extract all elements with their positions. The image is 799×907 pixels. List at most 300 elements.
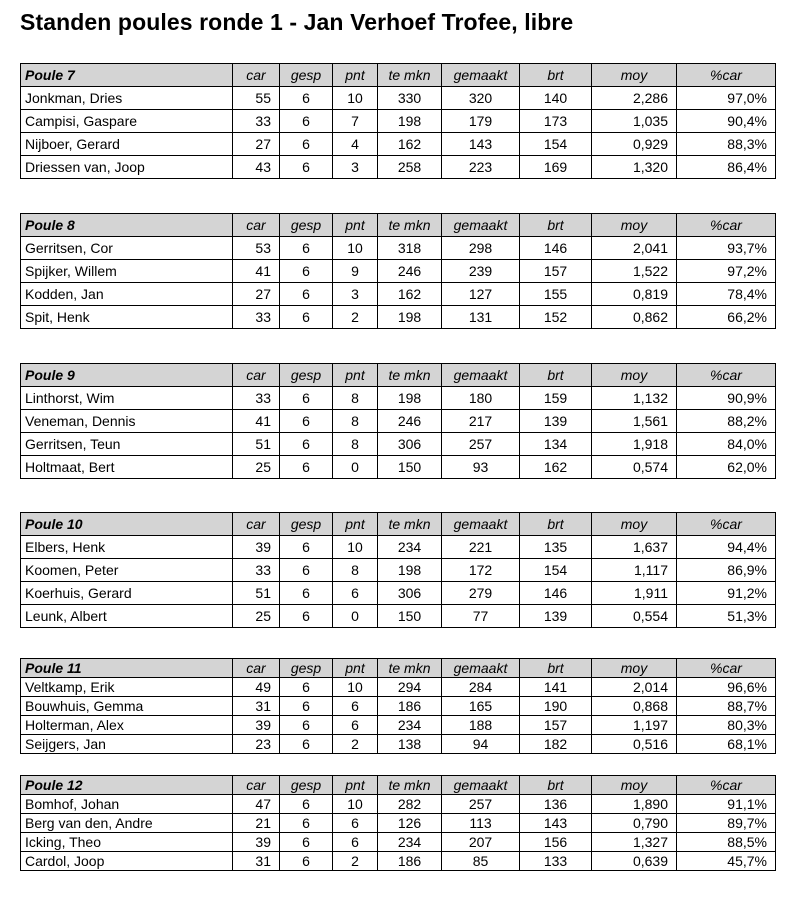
column-header: car [233,513,280,536]
stat-cell: 140 [520,87,592,110]
stat-cell: 2,041 [592,237,677,260]
stat-cell: 21 [233,814,280,833]
column-header: moy [592,776,677,795]
stat-cell: 221 [442,536,520,559]
column-header: te mkn [378,364,442,387]
stat-cell: 49 [233,678,280,697]
stat-cell: 85 [442,852,520,871]
player-name: Veltkamp, Erik [21,678,233,697]
player-name: Spit, Henk [21,306,233,329]
stat-cell: 246 [378,410,442,433]
stat-cell: 6 [280,814,333,833]
stat-cell: 141 [520,678,592,697]
stat-cell: 6 [333,697,378,716]
table-row [21,852,776,871]
player-name: Spijker, Willem [21,260,233,283]
column-header: gesp [280,513,333,536]
poule-table [20,363,776,479]
stat-cell: 4 [333,133,378,156]
stat-cell: 154 [520,559,592,582]
stat-cell: 1,327 [592,833,677,852]
column-header: brt [520,214,592,237]
stat-cell: 2 [333,306,378,329]
stat-cell: 234 [378,536,442,559]
table-row [21,133,776,156]
poule-name: Poule 11 [21,659,233,678]
column-header: %car [677,776,776,795]
stat-cell: 157 [520,716,592,735]
stat-cell: 78,4% [677,283,776,306]
stat-cell: 23 [233,735,280,754]
player-name: Koerhuis, Gerard [21,582,233,605]
stat-cell: 33 [233,306,280,329]
stat-cell: 97,2% [677,260,776,283]
stat-cell: 6 [280,410,333,433]
stat-cell: 7 [333,110,378,133]
stat-cell: 156 [520,833,592,852]
stat-cell: 162 [378,283,442,306]
column-header: gesp [280,214,333,237]
column-header: brt [520,659,592,678]
player-name: Nijboer, Gerard [21,133,233,156]
column-header: %car [677,659,776,678]
player-name: Holterman, Alex [21,716,233,735]
player-name: Campisi, Gaspare [21,110,233,133]
stat-cell: 0,516 [592,735,677,754]
stat-cell: 10 [333,678,378,697]
table-row [21,605,776,628]
table-row [21,87,776,110]
stat-cell: 6 [280,678,333,697]
stat-cell: 6 [280,716,333,735]
stat-cell: 172 [442,559,520,582]
stat-cell: 39 [233,833,280,852]
stat-cell: 1,911 [592,582,677,605]
player-name: Kodden, Jan [21,283,233,306]
column-header: brt [520,776,592,795]
column-header: te mkn [378,776,442,795]
column-header: pnt [333,64,378,87]
stat-cell: 8 [333,387,378,410]
stat-cell: 143 [520,814,592,833]
stat-cell: 6 [280,283,333,306]
stat-cell: 93,7% [677,237,776,260]
column-header: gesp [280,659,333,678]
stat-cell: 198 [378,559,442,582]
stat-cell: 113 [442,814,520,833]
stat-cell: 90,9% [677,387,776,410]
stat-cell: 150 [378,605,442,628]
stat-cell: 6 [280,387,333,410]
stat-cell: 97,0% [677,87,776,110]
stat-cell: 207 [442,833,520,852]
stat-cell: 53 [233,237,280,260]
stat-cell: 0,639 [592,852,677,871]
stat-cell: 257 [442,795,520,814]
stat-cell: 318 [378,237,442,260]
stat-cell: 282 [378,795,442,814]
stat-cell: 6 [333,814,378,833]
stat-cell: 2 [333,735,378,754]
stat-cell: 6 [280,260,333,283]
poule-header-row [21,659,776,678]
column-header: te mkn [378,513,442,536]
player-name: Berg van den, Andre [21,814,233,833]
column-header: gemaakt [442,364,520,387]
stat-cell: 41 [233,260,280,283]
stat-cell: 25 [233,605,280,628]
column-header: gemaakt [442,64,520,87]
table-row [21,795,776,814]
stat-cell: 91,2% [677,582,776,605]
stat-cell: 246 [378,260,442,283]
stat-cell: 6 [280,133,333,156]
stat-cell: 179 [442,110,520,133]
stat-cell: 6 [280,852,333,871]
stat-cell: 84,0% [677,433,776,456]
stat-cell: 88,2% [677,410,776,433]
poule-table [20,775,776,871]
column-header: %car [677,64,776,87]
column-header: pnt [333,659,378,678]
stat-cell: 1,890 [592,795,677,814]
stat-cell: 298 [442,237,520,260]
column-header: gesp [280,776,333,795]
stat-cell: 94 [442,735,520,754]
stat-cell: 143 [442,133,520,156]
table-row [21,716,776,735]
stat-cell: 90,4% [677,110,776,133]
stat-cell: 0,574 [592,456,677,479]
stat-cell: 0,868 [592,697,677,716]
stat-cell: 6 [280,110,333,133]
poule-name: Poule 9 [21,364,233,387]
table-row [21,260,776,283]
stat-cell: 1,637 [592,536,677,559]
stat-cell: 6 [280,87,333,110]
player-name: Seijgers, Jan [21,735,233,754]
stat-cell: 146 [520,582,592,605]
stat-cell: 51,3% [677,605,776,628]
table-row [21,697,776,716]
player-name: Linthorst, Wim [21,387,233,410]
table-row [21,814,776,833]
stat-cell: 6 [280,156,333,179]
stat-cell: 6 [280,306,333,329]
stat-cell: 6 [280,559,333,582]
stat-cell: 77 [442,605,520,628]
stat-cell: 139 [520,410,592,433]
stat-cell: 33 [233,110,280,133]
column-header: car [233,64,280,87]
table-row [21,456,776,479]
stat-cell: 51 [233,433,280,456]
stat-cell: 217 [442,410,520,433]
stat-cell: 3 [333,156,378,179]
stat-cell: 88,5% [677,833,776,852]
column-header: te mkn [378,659,442,678]
player-name: Gerritsen, Teun [21,433,233,456]
stat-cell: 31 [233,852,280,871]
column-header: gesp [280,64,333,87]
stat-cell: 25 [233,456,280,479]
stat-cell: 198 [378,306,442,329]
poule-header-row [21,64,776,87]
table-row [21,387,776,410]
stat-cell: 134 [520,433,592,456]
stat-cell: 162 [520,456,592,479]
table-row [21,283,776,306]
stat-cell: 6 [280,433,333,456]
player-name: Cardol, Joop [21,852,233,871]
stat-cell: 169 [520,156,592,179]
stat-cell: 180 [442,387,520,410]
stat-cell: 66,2% [677,306,776,329]
stat-cell: 47 [233,795,280,814]
table-row [21,833,776,852]
stat-cell: 0,554 [592,605,677,628]
stat-cell: 135 [520,536,592,559]
stat-cell: 6 [280,582,333,605]
stat-cell: 0,862 [592,306,677,329]
column-header: pnt [333,214,378,237]
stat-cell: 6 [280,795,333,814]
stat-cell: 186 [378,852,442,871]
stat-cell: 94,4% [677,536,776,559]
column-header: moy [592,513,677,536]
stat-cell: 234 [378,716,442,735]
stat-cell: 0 [333,605,378,628]
stat-cell: 6 [280,735,333,754]
stat-cell: 9 [333,260,378,283]
stat-cell: 0 [333,456,378,479]
stat-cell: 1,035 [592,110,677,133]
poule-name: Poule 10 [21,513,233,536]
stat-cell: 89,7% [677,814,776,833]
stat-cell: 55 [233,87,280,110]
column-header: gesp [280,364,333,387]
stat-cell: 3 [333,283,378,306]
column-header: moy [592,364,677,387]
poule-header-row [21,214,776,237]
stat-cell: 6 [333,582,378,605]
stat-cell: 96,6% [677,678,776,697]
column-header: car [233,776,280,795]
stat-cell: 31 [233,697,280,716]
stat-cell: 39 [233,716,280,735]
column-header: moy [592,659,677,678]
stat-cell: 162 [378,133,442,156]
stat-cell: 198 [378,387,442,410]
stat-cell: 91,1% [677,795,776,814]
stat-cell: 6 [333,833,378,852]
stat-cell: 257 [442,433,520,456]
poule-name: Poule 8 [21,214,233,237]
player-name: Gerritsen, Cor [21,237,233,260]
column-header: moy [592,64,677,87]
poule-table [20,512,776,628]
table-row [21,433,776,456]
column-header: %car [677,513,776,536]
column-header: te mkn [378,64,442,87]
stat-cell: 86,9% [677,559,776,582]
table-row [21,582,776,605]
stat-cell: 8 [333,559,378,582]
stat-cell: 62,0% [677,456,776,479]
stat-cell: 8 [333,433,378,456]
stat-cell: 2 [333,852,378,871]
stat-cell: 68,1% [677,735,776,754]
stat-cell: 152 [520,306,592,329]
stat-cell: 173 [520,110,592,133]
column-header: te mkn [378,214,442,237]
page-title: Standen poules ronde 1 - Jan Verhoef Trofee, libre [20,9,574,35]
player-name: Driessen van, Joop [21,156,233,179]
player-name: Bouwhuis, Gemma [21,697,233,716]
stat-cell: 188 [442,716,520,735]
stat-cell: 43 [233,156,280,179]
stat-cell: 127 [442,283,520,306]
stat-cell: 10 [333,536,378,559]
stat-cell: 1,320 [592,156,677,179]
stat-cell: 6 [280,605,333,628]
player-name: Veneman, Dennis [21,410,233,433]
stat-cell: 88,3% [677,133,776,156]
stat-cell: 139 [520,605,592,628]
column-header: car [233,659,280,678]
stat-cell: 330 [378,87,442,110]
player-name: Holtmaat, Bert [21,456,233,479]
stat-cell: 182 [520,735,592,754]
stat-cell: 1,197 [592,716,677,735]
stat-cell: 33 [233,559,280,582]
player-name: Icking, Theo [21,833,233,852]
stat-cell: 10 [333,237,378,260]
stat-cell: 10 [333,795,378,814]
stat-cell: 138 [378,735,442,754]
stat-cell: 27 [233,283,280,306]
column-header: pnt [333,776,378,795]
player-name: Leunk, Albert [21,605,233,628]
poule-table [20,63,776,179]
table-row [21,156,776,179]
player-name: Bomhof, Johan [21,795,233,814]
column-header: car [233,214,280,237]
poule-header-row [21,776,776,795]
table-row [21,678,776,697]
stat-cell: 6 [280,833,333,852]
stat-cell: 6 [280,456,333,479]
stat-cell: 80,3% [677,716,776,735]
column-header: brt [520,513,592,536]
column-header: brt [520,364,592,387]
stat-cell: 131 [442,306,520,329]
player-name: Elbers, Henk [21,536,233,559]
stat-cell: 157 [520,260,592,283]
stat-cell: 8 [333,410,378,433]
table-row [21,559,776,582]
stat-cell: 234 [378,833,442,852]
stat-cell: 126 [378,814,442,833]
stat-cell: 165 [442,697,520,716]
poule-table [20,658,776,754]
player-name: Koomen, Peter [21,559,233,582]
stat-cell: 306 [378,433,442,456]
poule-table [20,213,776,329]
stat-cell: 51 [233,582,280,605]
table-row [21,110,776,133]
stat-cell: 6 [280,697,333,716]
column-header: brt [520,64,592,87]
stat-cell: 239 [442,260,520,283]
stat-cell: 186 [378,697,442,716]
table-row [21,536,776,559]
column-header: pnt [333,513,378,536]
stat-cell: 2,014 [592,678,677,697]
stat-cell: 39 [233,536,280,559]
table-row [21,735,776,754]
stat-cell: 41 [233,410,280,433]
column-header: pnt [333,364,378,387]
stat-cell: 150 [378,456,442,479]
stat-cell: 1,132 [592,387,677,410]
stat-cell: 223 [442,156,520,179]
stat-cell: 33 [233,387,280,410]
stat-cell: 159 [520,387,592,410]
stat-cell: 27 [233,133,280,156]
table-row [21,410,776,433]
stat-cell: 198 [378,110,442,133]
stat-cell: 146 [520,237,592,260]
player-name: Jonkman, Dries [21,87,233,110]
stat-cell: 0,819 [592,283,677,306]
stat-cell: 6 [280,237,333,260]
stat-cell: 0,790 [592,814,677,833]
stat-cell: 6 [280,536,333,559]
table-row [21,306,776,329]
stat-cell: 284 [442,678,520,697]
stat-cell: 279 [442,582,520,605]
poule-header-row [21,513,776,536]
stat-cell: 258 [378,156,442,179]
stat-cell: 1,117 [592,559,677,582]
column-header: gemaakt [442,659,520,678]
stat-cell: 0,929 [592,133,677,156]
column-header: gemaakt [442,214,520,237]
stat-cell: 133 [520,852,592,871]
column-header: %car [677,364,776,387]
stat-cell: 88,7% [677,697,776,716]
stat-cell: 86,4% [677,156,776,179]
stat-cell: 136 [520,795,592,814]
column-header: moy [592,214,677,237]
column-header: %car [677,214,776,237]
stat-cell: 294 [378,678,442,697]
poule-header-row [21,364,776,387]
stat-cell: 45,7% [677,852,776,871]
stat-cell: 154 [520,133,592,156]
stat-cell: 320 [442,87,520,110]
column-header: car [233,364,280,387]
stat-cell: 306 [378,582,442,605]
column-header: gemaakt [442,513,520,536]
stat-cell: 1,918 [592,433,677,456]
column-header: gemaakt [442,776,520,795]
stat-cell: 155 [520,283,592,306]
stat-cell: 190 [520,697,592,716]
stat-cell: 6 [333,716,378,735]
stat-cell: 10 [333,87,378,110]
